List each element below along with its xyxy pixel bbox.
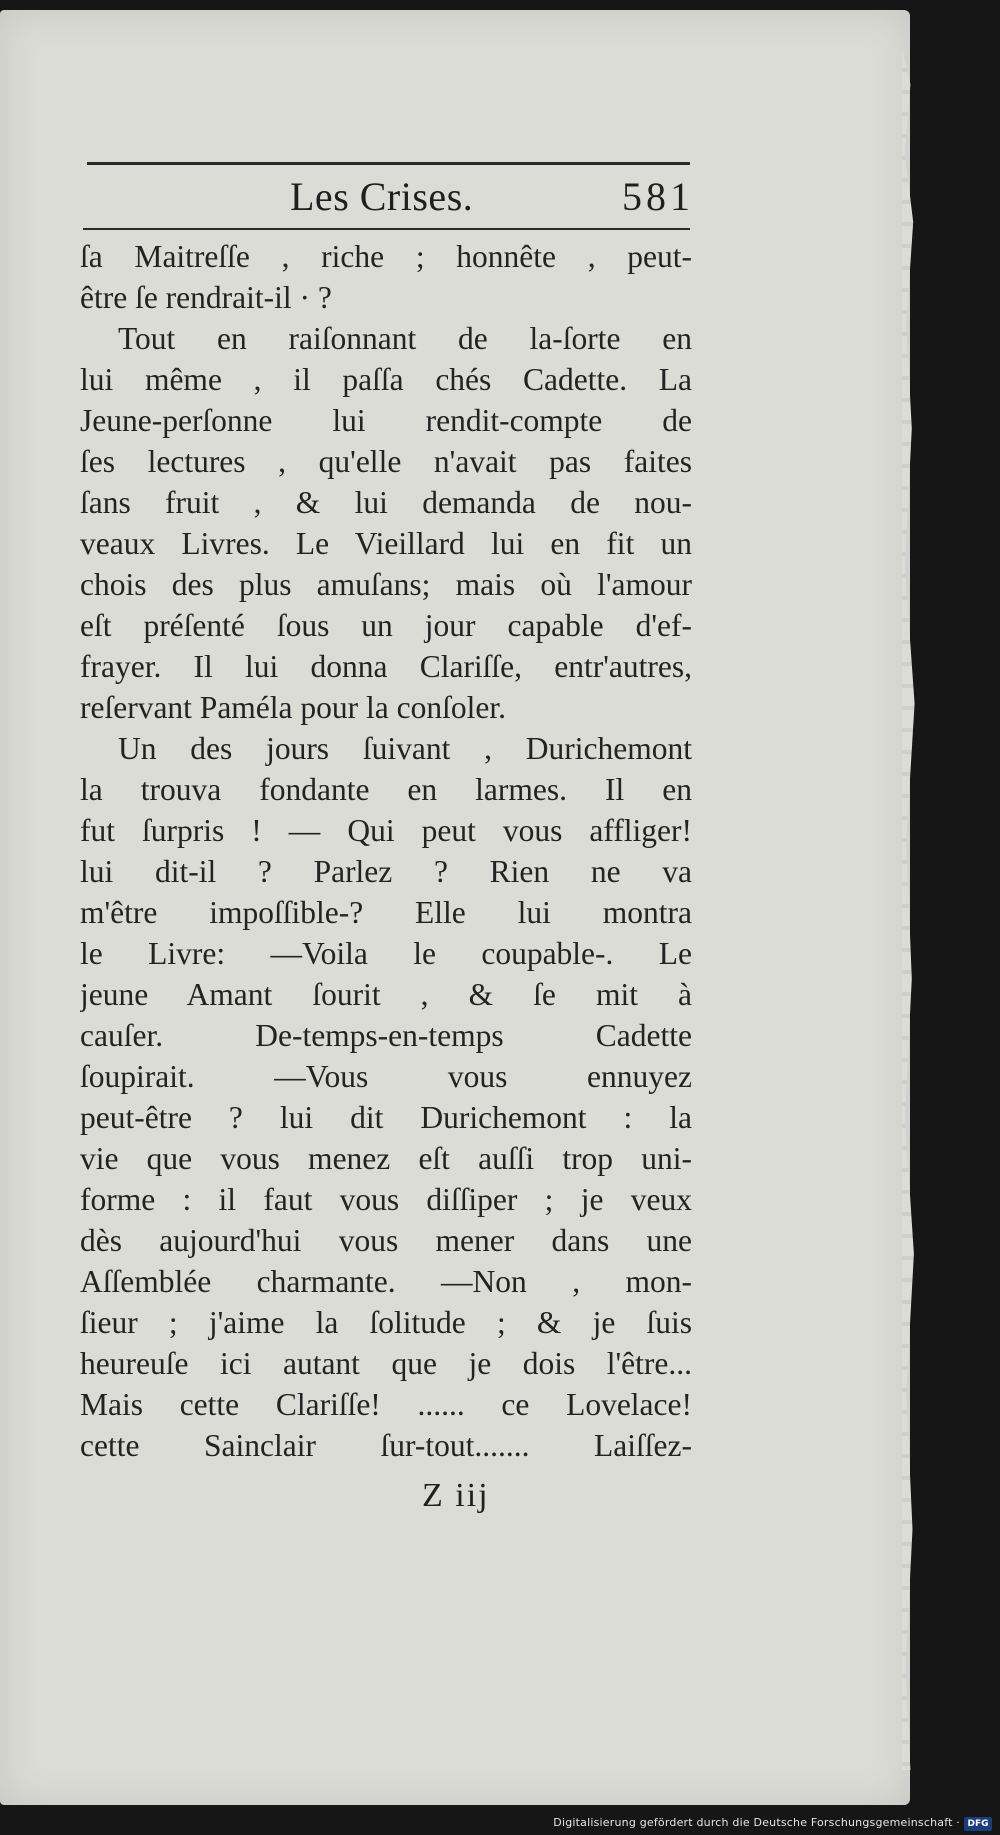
dfg-logo: DFG [964, 1817, 992, 1831]
text-line: Aſſemblée charmante. —Non , mon- [80, 1264, 692, 1299]
digitization-credit: Digitalisierung gefördert durch die Deutsche Forschungsgemeinschaft · [553, 1816, 960, 1829]
text-line: eſt préſenté ſous un jour capable d'ef- [80, 608, 692, 643]
text-line: reſervant Paméla pour la conſoler. [80, 690, 506, 725]
text-line: vie que vous menez eſt auſſi trop uni- [80, 1141, 692, 1176]
page-deckle-edge [902, 50, 916, 1770]
text-line: chois des plus amuſans; mais où l'amour [80, 567, 692, 602]
page-number: 581 [622, 174, 694, 219]
header-rule-bottom [83, 228, 690, 230]
body-text [80, 236, 692, 1466]
text-line: ſieur ; j'aime la ſolitude ; & je ſuis [80, 1305, 692, 1340]
text-line: Jeune-perſonne lui rendit-compte de [80, 403, 692, 438]
book-page [0, 10, 910, 1805]
text-line: lui dit-il ? Parlez ? Rien ne va [80, 854, 692, 889]
text-line: Un des jours ſuivant , Durichemont [118, 731, 692, 766]
text-line: ſes lectures , qu'elle n'avait pas faites [80, 444, 692, 479]
text-line: la trouva fondante en larmes. Il en [80, 772, 692, 807]
text-line: cette Sainclair ſur-tout....... Laiſſez- [80, 1428, 692, 1463]
text-line: ſans fruit , & lui demanda de nou- [80, 485, 692, 520]
text-line: veaux Livres. Le Vieillard lui en fit un [80, 526, 692, 561]
text-line: fut ſurpris ! — Qui peut vous affliger! [80, 813, 692, 848]
running-title: Les Crises. [290, 174, 474, 219]
signature-mark: Z iij [422, 1477, 490, 1514]
header-rule-top [87, 162, 690, 165]
text-line: lui même , il paſſa chés Cadette. La [80, 362, 692, 397]
text-line: être ſe rendrait-il · ? [80, 280, 332, 315]
text-line: jeune Amant ſourit , & ſe mit à [80, 977, 692, 1012]
text-line: frayer. Il lui donna Clariſſe, entr'autres, [80, 649, 692, 684]
text-line: Mais cette Clariſſe! ...... ce Lovelace! [80, 1387, 692, 1422]
text-line: forme : il faut vous diſſiper ; je veux [80, 1182, 692, 1217]
text-line: le Livre: —Voila le coupable-. Le [80, 936, 692, 971]
text-line: Tout en raiſonnant de la-ſorte en [118, 321, 692, 356]
text-line: dès aujourd'hui vous mener dans une [80, 1223, 692, 1258]
text-line: ſa Maitreſſe , riche ; honnête , peut- [80, 239, 692, 274]
text-line: m'être impoſſible-? Elle lui montra [80, 895, 692, 930]
text-line: ſoupirait. —Vous vous ennuyez [80, 1059, 692, 1094]
text-line: heureuſe ici autant que je dois l'être... [80, 1346, 692, 1381]
text-line: cauſer. De-temps-en-temps Cadette [80, 1018, 692, 1053]
text-line: peut-être ? lui dit Durichemont : la [80, 1100, 692, 1135]
